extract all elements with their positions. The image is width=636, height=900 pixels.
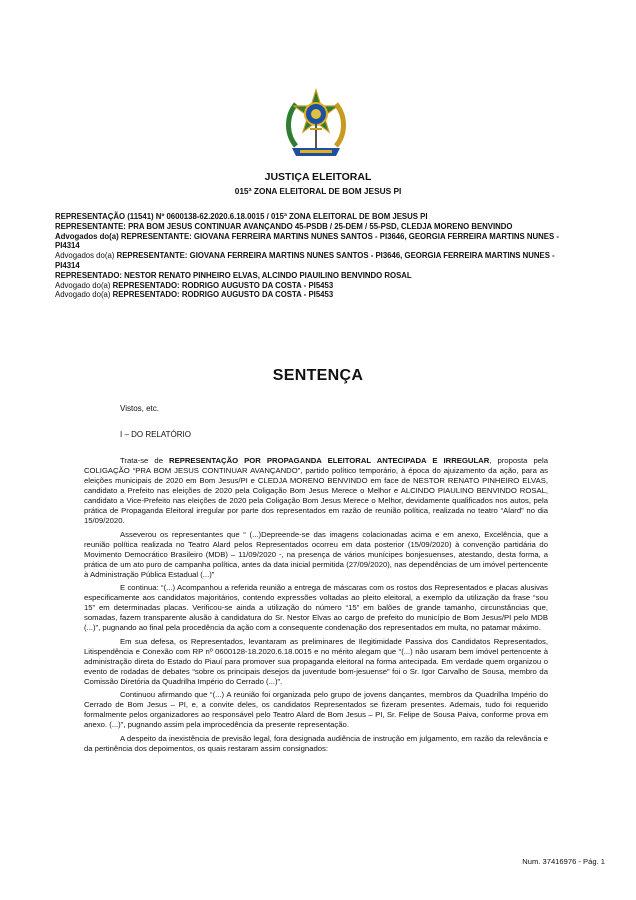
document-body bbox=[84, 456, 548, 758]
case-caption bbox=[55, 212, 575, 300]
advogado-prefix: Advogado do(a) bbox=[55, 280, 113, 290]
paragraph: E continua: “(...) Acompanhou a referida reunião a entrega de máscaras com os rostos dos Representados e placas alusivas especificamente aos candidatos majoritários, contendo expressões voltadas ao pleito eleitoral, a exemplo da utilização da frase “sou 15” em determinadas placas. Verificou-se ainda a utilização do número “15” em balões de grande tamanho, circunstâncias que, somadas, fazem transparente alusão à candidatura do Sr. Nestor Elvas ao cargo de prefeito do município de Bom Jesus/PI pelo MDB (...)”, pugnando ao final pela procedência da ação com a consequente condenação dos representados em multa, no patamar máximo. bbox=[84, 583, 548, 633]
representante-line: REPRESENTANTE: PRA BOM JESUS CONTINUAR AVANÇANDO 45-PSDB / 25-DEM / 55-PSD, CLEDJA MORENO BENVINDO bbox=[55, 221, 513, 231]
advogados-line-2 bbox=[55, 251, 575, 271]
page-footer: Num. 37416976 - Pág. 1 bbox=[522, 857, 605, 866]
document-title: SENTENÇA bbox=[272, 367, 364, 384]
paragraph-text: Trata-se de bbox=[120, 456, 170, 465]
advogado-name: REPRESENTADO: RODRIGO AUGUSTO DA COSTA - PI5453 bbox=[112, 280, 334, 290]
advogado-line-1 bbox=[55, 281, 575, 291]
paragraph: Asseverou os representantes que “ (...)Depreende-se das imagens colacionadas acima e em anexo, Excelência, que a reunião política realizada no Teatro Alard pelos Representados ocorreu em data posterior (15/09/2020) à convenção partidária do Movimento Democrático Brasileiro (MDB) – 11/09/2020 -, na presença de vários munícipes bonjesuenses, atestando, desta forma, a prática de um ato puro de campanha política, antes da data inicial permitida (27/09/2020), nas dependências de um imóvel pertencente à Administração Pública Estadual (...)” bbox=[84, 529, 548, 579]
advogados-prefix: Advogados do(a) bbox=[55, 251, 117, 261]
paragraph: A despeito da inexistência de previsão legal, fora designada audiência de instrução em julgamento, em razão da relevância e da pertinência dos depoimentos, os quais restaram assim consignados: bbox=[84, 733, 548, 753]
section-heading: I – DO RELATÓRIO bbox=[120, 430, 191, 439]
advogado-prefix: Advogado do(a) bbox=[55, 290, 113, 300]
vistos-text: Vistos, etc. bbox=[120, 404, 159, 413]
zone-subtitle: 015ª ZONA ELEITORAL DE BOM JESUS PI bbox=[234, 186, 402, 196]
paragraph: Em sua defesa, os Representados, levantaram as preliminares de Ilegitimidade Passiva dos Candidatos Representados, Litispendência e Conexão com RP nº 0600128-18.2020.6.18.0015 e no mérito alegam que “(...) não usaram bem imóvel pertencente à administração direta do Estado do Piauí para promover sua propaganda eleitoral na forma antecipada. Em verdade quem organizou o evento de rodadas de debates “sobre os principais desejos da juventude bom-jesuense” foi o Sr. Igor Carvalho de Sousa, membro da Comissão Diretória da Quadrilha Império do Cerrado (...)”. bbox=[84, 636, 548, 686]
representado-line: REPRESENTADO: NESTOR RENATO PINHEIRO ELVAS, ALCINDO PIAUILINO BENVINDO ROSAL bbox=[55, 270, 412, 280]
court-title: JUSTIÇA ELEITORAL bbox=[264, 171, 372, 183]
paragraph bbox=[84, 456, 548, 526]
advogado-name: REPRESENTADO: RODRIGO AUGUSTO DA COSTA - PI5453 bbox=[112, 290, 334, 300]
paragraph-bold-text: REPRESENTAÇÃO POR PROPAGANDA ELEITORAL ANTECIPADA E IRREGULAR bbox=[169, 456, 490, 465]
advogados-line-1: Advogados do(a) REPRESENTANTE: GIOVANA FERREIRA MARTINS NUNES SANTOS - PI3646, GEORGIA FERREIRA MARTINS NUNES - PI4314 bbox=[55, 231, 559, 251]
paragraph: Continuou afirmando que “(...) A reunião foi organizada pelo grupo de jovens dançantes, membros da Quadrilha Império do Cerrado de Bom Jesus – PI, e, a convite deles, os candidatos Representados se fizeram presentes. Ademais, tudo foi requerido formalmente pelos organizadores ao responsável pelo Teatro Alard de Bom Jesus – PI, Sr. Felipe de Sousa Paiva, conforme prova em anexo. (...)”, pugnando assim pela improcedência da presente representação. bbox=[84, 690, 548, 730]
case-number-line: REPRESENTAÇÃO (11541) Nº 0600138-62.2020.6.18.0015 / 015ª ZONA ELEITORAL DE BOM JESUS PI bbox=[55, 212, 428, 221]
advogado-line-2 bbox=[55, 290, 575, 300]
advogados-names: REPRESENTANTE: GIOVANA FERREIRA MARTINS NUNES SANTOS - PI3646, GEORGIA FERREIRA MARTINS NUNES - PI4314 bbox=[55, 251, 555, 270]
coat-of-arms-icon bbox=[282, 88, 350, 160]
paragraph-text: , proposta pela COLIGAÇÃO “PRA BOM JESUS CONTINUAR AVANÇANDO”, partido político temporário, à época do ajuizamento da ação, para as eleições municipais de 2020 em Bom Jesus/PI e CLEDJA MORENO BENVINDO em face de NESTOR RENATO PINHEIRO ELVAS, candidato a Prefeito nas eleições de 2020 pela Coligação Bom Jesus Merece o Melhor e ALCINDO PIAULINO BENVINDO ROSAL, candidato a Vice-Prefeito nas eleições de 2020 pela Coligação Bom Jesus Merece o Melhor, devidamente qualificados nos autos, pela prática de Propaganda Eleitoral irregular por parte dos representados em razão de reunião política, realizada no teatro “Alard” no dia 15/09/2020. bbox=[84, 456, 548, 525]
